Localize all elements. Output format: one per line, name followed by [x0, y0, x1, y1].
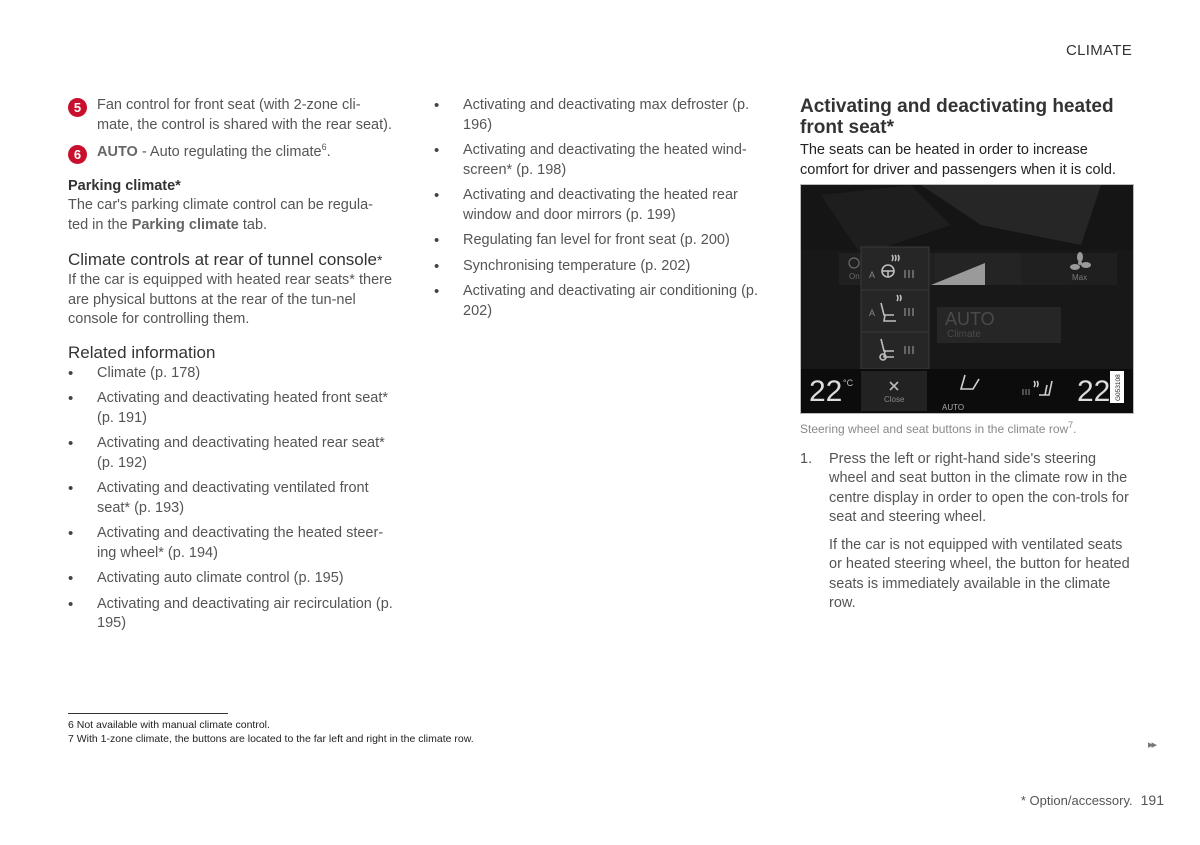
climate-screen-image [800, 184, 1134, 414]
related-link[interactable]: • Activating and deactivating air recirculation (p. 195) [68, 595, 393, 634]
page-footer [1021, 791, 1164, 811]
heading-text: Climate controls at rear of tunnel console [68, 250, 377, 269]
callout-text: - Auto regulating the climate [137, 144, 322, 160]
intro-text: The seats can be heated in order to increase comfort for driver and passengers when it is cold. [800, 142, 1116, 178]
svg-text:A: A [869, 270, 876, 280]
related-link[interactable]: • Activating and deactivating the heated steer-ing wheel* (p. 194) [68, 524, 393, 563]
steps-list [800, 450, 1134, 528]
auto-climate-title: AUTO [945, 309, 995, 329]
right-temperature[interactable]: 22 [1077, 375, 1111, 408]
step-text: Press the left or right-hand side's steering wheel and seat button in the climate row in the centre display in order to open the con-trols for seat and steering wheel. [829, 450, 1129, 525]
related-information-list [68, 364, 393, 634]
callout-item-5 [68, 96, 393, 135]
related-link[interactable]: • Regulating fan level for front seat (p. 200) [434, 231, 764, 251]
related-link[interactable]: • Activating auto climate control (p. 195) [68, 569, 393, 589]
climate-screen-illustration [801, 185, 1134, 414]
option-star: * [377, 252, 383, 268]
caption-text: Steering wheel and seat buttons in the climate row [800, 422, 1069, 436]
parking-climate-text [68, 196, 393, 235]
step-note: If the car is not equipped with ventilated seats or heated steering wheel, the button for heated seats is immediately available in the climate row. [829, 536, 1130, 611]
option-accessory-note: * Option/accessory. [1020, 793, 1133, 808]
close-label: Close [884, 395, 905, 404]
section-title: Activating and deactivating heated front seat* [800, 96, 1114, 138]
footnote-ref: 7 [1068, 420, 1074, 430]
related-link[interactable]: • Activating and deactivating the heated wind-screen* (p. 198) [434, 141, 764, 180]
step-number: 1. [800, 450, 813, 467]
column-middle [434, 96, 764, 327]
related-link[interactable]: • Activating and deactivating heated front seat* (p. 191) [68, 389, 393, 428]
degree-unit: °C [843, 378, 854, 388]
callout-item-6 [68, 143, 393, 163]
punctuation: . [1073, 422, 1077, 436]
parking-climate-tab-label: Parking climate [131, 216, 239, 233]
section-header: CLIMATE [1066, 42, 1132, 59]
footnote-divider [68, 713, 228, 714]
page-number: 191 [1140, 792, 1164, 808]
column-left [68, 96, 393, 640]
related-link[interactable]: • Climate (p. 178) [68, 364, 393, 384]
parking-climate-heading: Parking climate* [68, 177, 181, 194]
related-link[interactable]: • Synchronising temperature (p. 202) [434, 257, 764, 277]
callout-text: Fan control for front seat (with 2-zone cli-mate, the control is shared with the rear seat). [97, 97, 392, 133]
continue-arrows-icon: ▸▸ [1148, 739, 1156, 751]
footnote-6: 6 Not available with manual climate control. [68, 719, 270, 731]
left-temperature[interactable]: 22 [809, 375, 843, 408]
related-link[interactable]: • Activating and deactivating the heated rear window and door mirrors (p. 199) [434, 186, 764, 225]
related-link[interactable]: • Activating and deactivating heated rear seat* (p. 192) [68, 434, 393, 473]
image-code: G053108 [1115, 374, 1122, 401]
related-information-heading: Related information [68, 342, 216, 362]
auto-label: AUTO [97, 144, 138, 160]
column-right [800, 96, 1134, 614]
tunnel-console-text: If the car is equipped with heated rear seats* there are physical buttons at the rear of the tun-nel console for controlling them. [68, 272, 393, 327]
max-label: Max [1072, 273, 1088, 282]
footnotes [68, 718, 474, 746]
callout-number-badge: 5 [68, 98, 87, 117]
related-link[interactable]: • Activating and deactivating max defroster (p. 196) [434, 96, 764, 135]
body-text: tab. [238, 216, 268, 233]
related-link[interactable]: • Activating and deactivating ventilated front seat* (p. 193) [68, 479, 393, 518]
image-caption [800, 420, 1134, 440]
step-item [800, 450, 1134, 528]
footnote-7: 7 With 1-zone climate, the buttons are located to the far left and right in the climate row. [68, 733, 474, 745]
body-text: The car's parking climate control can be regula-ted in the [68, 197, 373, 233]
related-link[interactable]: • Activating and deactivating air conditioning (p. 202) [434, 282, 764, 321]
tunnel-console-heading [68, 249, 393, 271]
related-information-list-continued [434, 96, 764, 321]
footnote-ref: 6 [321, 142, 327, 153]
svg-text:A: A [869, 308, 876, 318]
auto-small-label: AUTO [942, 403, 965, 412]
punctuation: . [326, 144, 331, 160]
callout-number-badge: 6 [68, 145, 87, 164]
auto-climate-sub: Climate [947, 329, 981, 340]
on-label: On [849, 272, 860, 281]
